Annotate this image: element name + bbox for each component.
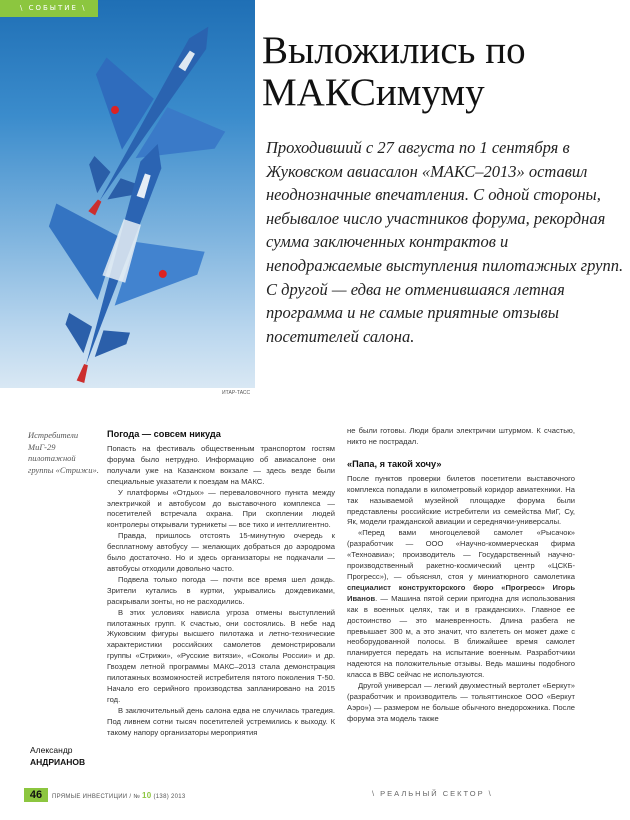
photo-credit: ИТАР-ТАСС (222, 390, 251, 396)
author-last-name: АНДРИАНОВ (30, 757, 86, 767)
author-first-name: Александр (30, 745, 73, 755)
paragraph: Правда, пришлось отстоять 15-минутную очередь к бесплатному автобусу — желающих добраться до аэродрома было достаточно. Но и здесь организаторы не подкачали — автобусы отходили довольно часто. (107, 531, 335, 573)
page-footer (0, 788, 630, 808)
jet-illustration (0, 0, 255, 388)
issue-number: 10 (142, 791, 152, 800)
jet-lower (6, 120, 232, 388)
paragraph: Подвела только погода — почти все время шел дождь. Зрители кутались в куртки, укрывались дождевиками, раскрывали зонты, но не расходились. (107, 574, 335, 606)
paragraph: «Перед вами многоцелевой самолет «Рысачок» (разработчик — ООО «Научно-коммерческая фирма «Техноавиа»; производитель — Государственный научно-производственный ракетно-космический центр «ЦСКБ-Прогресс»), — объяснял, стоя у миниатюрного самолетика специалист конструкторского бюро «Прогресс» Игорь Иванов. — Машина пятой серии пригодна для использования как в военных целях, так и в гражданских». Главное ее достоинство — это маневренность. Длина разбега не превышает 300 м, а это значит, что взлететь он может даже с необорудованной полосы. В ближайшее время самолет планируется передать на испытание военным. Разработчики надеются на положительные отзывы. Ведь машины подобного класса в ВВС сейчас не используются. (347, 528, 575, 680)
footer-section-name: \ РЕАЛЬНЫЙ СЕКТОР \ (372, 789, 493, 798)
article-lead: Проходивший с 27 августа по 1 сентября в Жуковском авиасалон «МАКС–2013» оставил неоднозначные впечатления. С одной стороны, небывалое число участников форума, рекордная сумма заключенных контрактов и неподражаемые выступления пилотажных групп. С другой — едва не отменившаяся летная программа и не самые приятные отзывы посетителей салона. (266, 138, 624, 346)
page-number: 46 (24, 788, 48, 802)
article-headline: Выложились по МАКСимуму (262, 29, 526, 114)
paragraph: После пунктов проверки билетов посетители выставочного комплекса попадали в километровый коридор авиатехники. На так называемой музейной площадке форума были представлены российские истребители из семейства МиГ, Су, Як, модели гражданской авиации и середнячки-универсалы. (347, 473, 575, 527)
paragraph: В заключительный день салона едва не случилась трагедия. Под ливнем сотни тысяч посетителей устремились к выходу. К такому напору организаторы мероприятия (107, 705, 335, 737)
paragraph: Другой универсал — легкий двухместный вертолет «Беркут» (разработчик и производитель — тольяттинское ООО «Беркут Аэро») — размером не больше обычного внедорожника. После форума эта модель также (347, 681, 575, 723)
photo-caption: Истребители МиГ-29 пилотажной группы «Стрижи». (28, 430, 99, 475)
subheading-weather: Погода — совсем никуда (107, 429, 221, 439)
author-byline (30, 744, 85, 768)
paragraph: У платформы «Отдых» — переваловочного пункта между электричкой и автобусом до выставочного комплекса — посетителей встречала охрана. При скоплении людей контролеры открывали турникеты — все тихо и интеллигентно. (107, 487, 335, 530)
text-column-1 (107, 426, 335, 738)
text-column-2 (347, 426, 575, 725)
paragraph: Попасть на фестиваль общественным транспортом гостям форума было нетрудно. Информацию об авиасалоне они получали уже на Казанском вокзале — здесь везде были специальные указатели к поездам на МАКС. (107, 444, 335, 486)
paragraph: В этих условиях нависла угроза отмены выступлений пилотажных групп. К счастью, они состоялись. В небе над Жуковским фигуры высшего пилотажа и летно-технические характеристики российских самолетов демонстрировали группы «Стрижи», «Русские витязи», «Соколы России» и др. Гвоздем летной программы МАКС–2013 стала демонстрация пилотажных возможностей истребителя пятого поколения Т-50. Начало его серийного производства запланировано на 2015 год. (107, 607, 335, 704)
paragraph: не были готовы. Люди брали электрички штурмом. К счастью, никто не пострадал. (347, 426, 575, 446)
subheading-papa: «Папа, я такой хочу» (347, 458, 442, 469)
expert-name: специалист конструкторского бюро «Прогресс» Игорь Иванов (347, 582, 575, 603)
hero-photo-fighter-jets (0, 0, 255, 388)
magazine-info: ПРЯМЫЕ ИНВЕСТИЦИИ / № 10 (138) 2013 (52, 791, 186, 800)
section-tag: \ СОБЫТИЕ \ (0, 0, 98, 17)
